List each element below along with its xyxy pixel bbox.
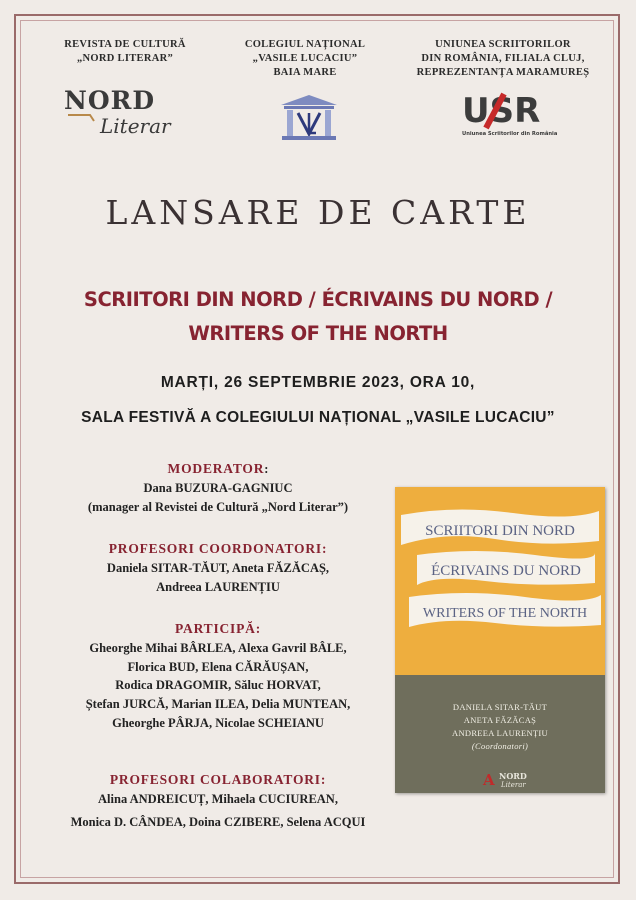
- quill-icon: [68, 115, 94, 121]
- nord-literar-logo: [60, 85, 180, 137]
- org-line: REPREZENTANȚA MARAMUREȘ: [416, 67, 590, 78]
- participants-line: Gheorghe Mihai BÂRLEA, Alexa Gavril BÂLE,: [89, 640, 347, 655]
- coordinators-line: Daniela SITAR-TĂUT, Aneta FĂZĂCAȘ,: [106, 560, 330, 575]
- org-line: REVISTA DE CULTURĂ: [64, 39, 186, 50]
- org-line: „VASILE LUCACIU”: [252, 53, 358, 64]
- coordinators-section: [20, 540, 416, 596]
- cover-title-1: SCRIITORI DIN NORD: [425, 523, 575, 539]
- usr-letters: USR: [462, 91, 541, 131]
- cover-title-3: WRITERS OF THE NORTH: [422, 606, 588, 621]
- cover-publisher-nord: NORD: [499, 771, 527, 781]
- org-colegiul: [230, 38, 380, 80]
- usr-logo: [460, 88, 570, 138]
- event-venue: SALA FESTIVĂ A COLEGIULUI NAȚIONAL „VASILE LUCACIU”: [81, 409, 555, 426]
- cover-publisher-a: A: [483, 771, 495, 789]
- collaborators-section: [20, 771, 416, 831]
- participants-line: Gheorghe PÂRJA, Nicolae SCHEIANU: [112, 715, 324, 730]
- collaborators-line: Monica D. CÂNDEA, Doina CZIBERE, Selena ACQUI: [70, 814, 366, 829]
- logo-nord-word: NORD: [64, 86, 156, 115]
- cover-author: ANDREEA LAURENȚIU: [452, 728, 548, 738]
- coordinators-heading: PROFESORI COORDONATORI:: [108, 541, 328, 556]
- participants-line: Rodica DRAGOMIR, Săluc HORVAT,: [115, 678, 321, 693]
- org-uniunea: [398, 38, 608, 80]
- collaborators-heading: PROFESORI COLABORATORI:: [109, 772, 327, 787]
- moderator-heading-row: MODERATOR:: [167, 461, 269, 476]
- moderator-section: [20, 460, 416, 516]
- moderator-role: (manager al Revistei de Cultură „Nord Literar”): [87, 499, 349, 514]
- participants-section: [20, 620, 416, 733]
- org-line: BAIA MARE: [273, 67, 337, 78]
- org-line: „NORD LITERAR”: [76, 53, 174, 64]
- org-line: COLEGIUL NAȚIONAL: [244, 39, 366, 50]
- participants-line: Ștefan JURCĂ, Marian ILEA, Delia MUNTEAN,: [85, 697, 351, 712]
- cover-author: ANETA FĂZĂCAȘ: [463, 715, 537, 725]
- logo-literar-word: Literar: [100, 114, 171, 137]
- book-title-line-1: SCRIITORI DIN NORD / ÉCRIVAINS DU NORD /: [83, 288, 553, 311]
- cover-coordinators-note: (Coordonatori): [471, 741, 529, 751]
- event-datetime: MARȚI, 26 SEPTEMBRIE 2023, ORA 10,: [160, 374, 476, 391]
- cover-publisher-literar: Literar: [501, 781, 526, 789]
- participants-line: Florica BUD, Elena CĂRĂUȘAN,: [127, 659, 309, 674]
- colegiul-logo: [278, 93, 340, 143]
- cover-title-2: ÉCRIVAINS DU NORD: [431, 563, 581, 579]
- org-line: UNIUNEA SCRIITORILOR: [435, 39, 571, 50]
- moderator-name: Dana BUZURA-GAGNIUC: [143, 480, 293, 495]
- cover-author: DANIELA SITAR-TĂUT: [452, 702, 548, 712]
- participants-heading: PARTICIPĂ:: [174, 621, 262, 636]
- usr-caption: Uniunea Scriitorilor din România: [462, 131, 558, 137]
- moderator-heading: MODERATOR: [167, 461, 265, 476]
- cover-authors: [395, 701, 605, 753]
- page-title: LANSARE DE CARTE: [105, 193, 531, 232]
- book-title-line-2: WRITERS OF THE NORTH: [188, 322, 448, 345]
- org-line: DIN ROMÂNIA, FILIALA CLUJ,: [421, 53, 585, 64]
- coordinators-line: Andreea LAURENȚIU: [156, 579, 280, 594]
- org-nord-literar: [40, 38, 210, 66]
- collaborators-line: Alina ANDREICUȚ, Mihaela CUCIUREAN,: [98, 791, 338, 806]
- book-cover: [395, 487, 605, 793]
